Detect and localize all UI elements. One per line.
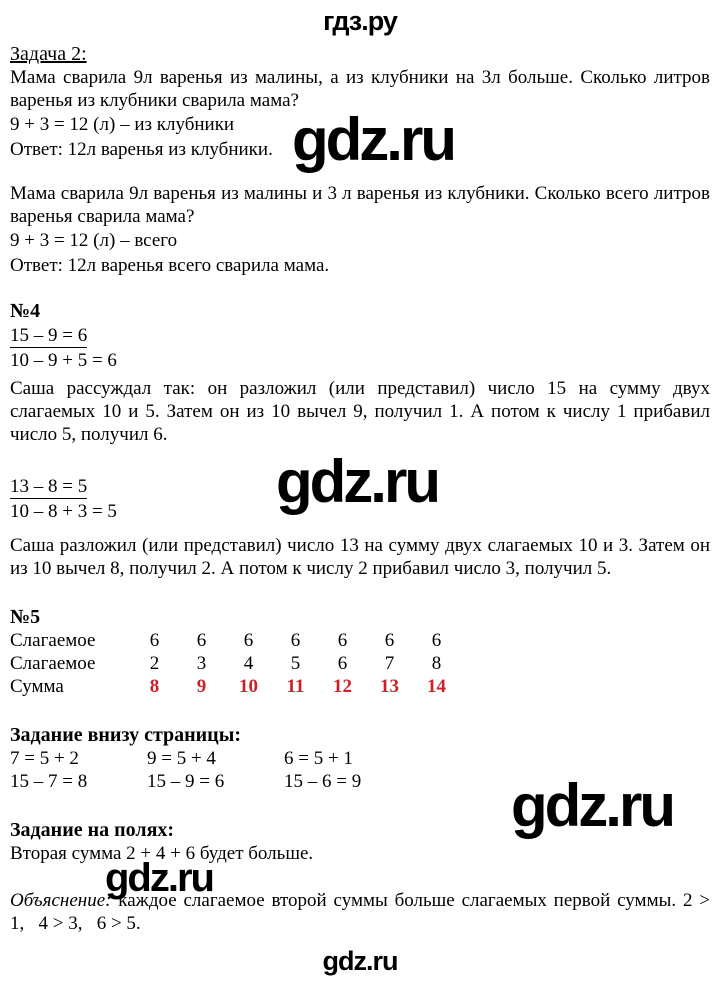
- equation-column: [147, 747, 284, 793]
- gdz-watermark: gdz.ru: [105, 856, 213, 900]
- equation: 9 = 5 + 4: [147, 748, 216, 769]
- gdz-watermark: gdz.ru: [292, 106, 454, 173]
- sum-value: 9: [196, 676, 207, 697]
- sum-value: 10: [239, 676, 258, 697]
- table-cell: 6: [337, 653, 348, 674]
- underlined-equation: 15 – 9 = 6: [10, 325, 88, 346]
- table-row-addend2: [10, 652, 710, 675]
- bottom-task-title: Задание внизу страницы:: [10, 724, 241, 746]
- table-cell: 6: [196, 630, 207, 651]
- addends-sum-table: [10, 629, 710, 698]
- table-cell: 3: [196, 653, 207, 674]
- table-cell: 5: [290, 653, 301, 674]
- task4-example2-expanded: 10 – 8 + 3 = 5: [10, 501, 117, 522]
- site-header-logo: гдз.ру: [323, 6, 397, 36]
- equation: 15 – 7 = 8: [10, 771, 88, 792]
- task2-problem2-text: Мама сварила 9л варенья из малины и 3 л варенья из клубники. Сколько всего литров варенья сварила мама?: [10, 183, 710, 227]
- gdz-watermark: gdz.ru: [276, 448, 438, 515]
- task4-title: №4: [10, 300, 41, 322]
- table-cell: 6: [337, 630, 348, 651]
- sum-value: 14: [427, 676, 446, 697]
- table-cell: 6: [384, 630, 395, 651]
- task2-problem2-solution: 9 + 3 = 12 (л) – всего: [10, 230, 178, 251]
- sum-value: 12: [333, 676, 352, 697]
- table-cell: 6: [431, 630, 442, 651]
- sum-value: 11: [286, 676, 305, 697]
- table-cell: 2: [149, 653, 160, 674]
- task4-example1-expanded: 10 – 9 + 5 = 6: [10, 350, 117, 371]
- equation: 7 = 5 + 2: [10, 748, 79, 769]
- equation-column: [284, 747, 421, 793]
- site-footer-logo: gdz.ru: [322, 946, 398, 976]
- row-label: Слагаемое: [10, 653, 96, 674]
- task2-title: Задача 2:: [10, 43, 87, 65]
- equation: 6 = 5 + 1: [284, 748, 353, 769]
- explanation-text: каждое слагаемое второй суммы больше слагаемых первой суммы. 2 > 1, 4 > 3, 6 > 5.: [10, 890, 710, 934]
- task4-example1-explanation: Саша рассуждал так: он разложил (или представил) число 15 на сумму двух слагаемых 10 и 5. Затем он из 10 вычел 9, получил 1. А потом к числу 1 прибавил число 5, получил 6.: [10, 378, 710, 445]
- table-row-sum: [10, 675, 710, 698]
- row-label: Сумма: [10, 676, 64, 697]
- task5-title: №5: [10, 606, 41, 628]
- task2-problem1-text: Мама сварила 9л варенья из малины, а из клубники на 3л больше. Сколько литров варенья из клубники сварила мама?: [10, 67, 710, 111]
- task4-example2-explanation: Саша разложил (или представил) число 13 на сумму двух слагаемых 10 и 3. Затем он из 10 вычел 8, получил 2. А потом к числу 2 прибавил число 3, получил 5.: [10, 535, 710, 579]
- table-row-addend1: [10, 629, 710, 652]
- equation: 15 – 9 = 6: [147, 771, 225, 792]
- table-cell: 7: [384, 653, 395, 674]
- explanation-label: Объяснение:: [10, 890, 112, 911]
- row-label: Слагаемое: [10, 630, 96, 651]
- margin-task-statement: Вторая сумма 2 + 4 + 6 будет больше.: [10, 843, 314, 864]
- equation: 15 – 6 = 9: [284, 771, 362, 792]
- table-cell: 6: [243, 630, 254, 651]
- table-cell: 6: [149, 630, 160, 651]
- table-cell: 4: [243, 653, 254, 674]
- task4-example1-given: [10, 323, 710, 348]
- sum-value: 13: [380, 676, 399, 697]
- gdz-watermark: gdz.ru: [511, 772, 673, 839]
- task2-problem2-answer: Ответ: 12л варенья всего сварила мама.: [10, 255, 330, 276]
- task2-problem1-answer: Ответ: 12л варенья из клубники.: [10, 139, 273, 160]
- underlined-equation: 13 – 8 = 5: [10, 476, 88, 497]
- sum-value: 8: [149, 676, 160, 697]
- equation-column: [10, 747, 147, 793]
- table-cell: 6: [290, 630, 301, 651]
- table-cell: 8: [431, 653, 442, 674]
- margin-task-title: Задание на полях:: [10, 819, 175, 841]
- task2-problem1-solution: 9 + 3 = 12 (л) – из клубники: [10, 114, 235, 135]
